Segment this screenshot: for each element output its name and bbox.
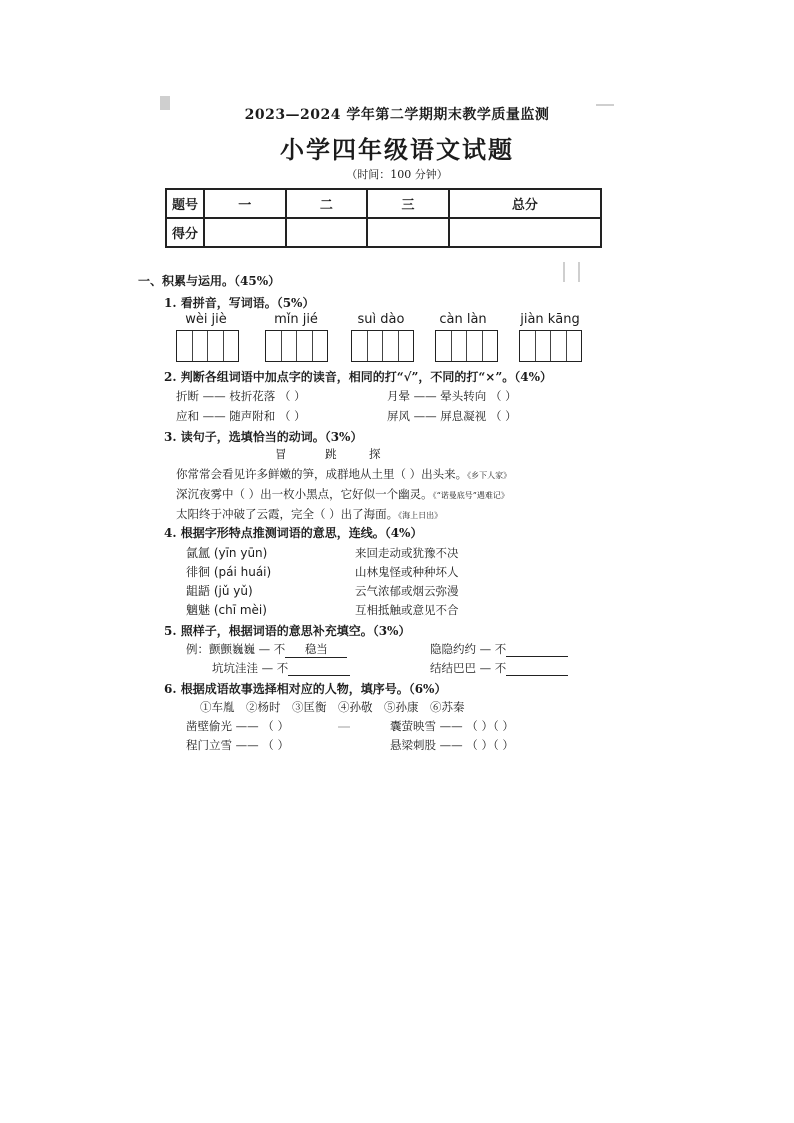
match-left-item[interactable]: 氤氲 (yīn yūn): [186, 546, 268, 560]
q6-item: 囊萤映雪 —— （ ）（ ）: [390, 719, 514, 733]
match-left-item[interactable]: 魑魅 (chī mèi): [186, 603, 267, 617]
q5-item-text: 坑坑洼洼 — 不: [212, 661, 289, 675]
question-3-title: 3. 读句子，选填恰当的动词。（3%）: [164, 430, 363, 444]
sentence-text: 深沉夜雾中（ ）出一枚小黑点，它好似一个幽灵。: [176, 487, 433, 501]
question-4-title: 4. 根据字形特点推测词语的意思，连线。（4%）: [164, 526, 423, 540]
score-table-header: 总分: [449, 189, 601, 218]
answer-blank[interactable]: [506, 642, 568, 657]
example-answer: 稳当: [285, 641, 347, 658]
question-5-title: 5. 照样子，根据词语的意思补充填空。（3%）: [164, 624, 411, 638]
sentence-source: 《乡下人家》: [467, 471, 512, 480]
pinyin-label: jiàn kāng: [520, 312, 580, 327]
writing-grid[interactable]: [176, 330, 239, 362]
answer-blank[interactable]: [288, 661, 350, 676]
q5-item: [212, 660, 350, 676]
match-left-item[interactable]: 龃龉 (jǔ yǔ): [186, 584, 253, 598]
q2-item: 应和 —— 随声附和 （ ）: [176, 409, 306, 423]
question-1-title: 1. 看拼音，写词语。（5%）: [164, 296, 315, 310]
exam-subtitle: 2023—2024 学年第二学期期末教学质量监测: [244, 107, 550, 123]
sentence-text: 太阳终于冲破了云霞，完全（ ）出了海面。: [176, 507, 399, 521]
q2-item: 折断 —— 枝折花落 （ ）: [176, 389, 306, 403]
example-label: 例：: [186, 642, 209, 656]
q2-item: 屏风 —— 屏息凝视 （ ）: [387, 409, 517, 423]
pinyin-group: [341, 312, 421, 327]
match-right-item[interactable]: 互相抵触或意见不合: [355, 603, 459, 617]
match-right-item[interactable]: 云气浓郁或烟云弥漫: [355, 584, 459, 598]
q5-example: [186, 641, 347, 658]
score-cell[interactable]: [449, 218, 601, 247]
pinyin-label: suì dào: [357, 312, 405, 327]
writing-grid[interactable]: [351, 330, 414, 362]
score-cell[interactable]: [367, 218, 449, 247]
pinyin-label: wèi jiè: [185, 312, 227, 327]
writing-grid[interactable]: [265, 330, 328, 362]
question-6-title: 6. 根据成语故事选择相对应的人物，填序号。（6%）: [164, 682, 447, 696]
score-table-header: 题号: [166, 189, 204, 218]
q5-item-text: 结结巴巴 — 不: [430, 661, 507, 675]
q3-sentence: [176, 506, 442, 522]
writing-grid[interactable]: [519, 330, 582, 362]
score-cell[interactable]: [204, 218, 286, 247]
scan-noise: [578, 262, 580, 282]
score-table-header: 三: [367, 189, 449, 218]
q2-item: 月晕 —— 晕头转向 （ ）: [387, 389, 517, 403]
q3-sentence: [176, 486, 509, 502]
q5-item-text: 颤颤巍巍 — 不: [209, 642, 286, 656]
scan-noise: [338, 726, 350, 728]
verb-option: 跳: [325, 447, 337, 461]
q6-item: 凿壁偷光 —— （ ）: [186, 719, 289, 733]
section-title: 一、积累与运用。（45%）: [138, 274, 281, 288]
match-right-item[interactable]: 来回走动或犹豫不决: [355, 546, 459, 560]
pinyin-group: [510, 312, 590, 327]
pinyin-group: [166, 312, 246, 327]
score-cell[interactable]: [286, 218, 368, 247]
writing-grid[interactable]: [435, 330, 498, 362]
sentence-source: 《“诺曼底号”遇难记》: [432, 491, 509, 500]
score-table-header: 二: [286, 189, 368, 218]
sentence-text: 你常常会看见许多鲜嫩的笋，成群地从土里（ ）出头来。: [176, 467, 468, 481]
verb-option: 探: [369, 447, 381, 461]
verb-option: 冒: [275, 447, 287, 461]
score-row-label: 得分: [166, 218, 204, 247]
people-options: ①车胤 ②杨时 ③匡衡 ④孙敬 ⑤孙康 ⑥苏秦: [200, 700, 465, 714]
pinyin-label: mǐn jié: [274, 312, 318, 327]
match-left-item[interactable]: 徘徊 (pái huái): [186, 565, 272, 579]
q6-item: 悬梁刺股 —— （ ）（ ）: [390, 738, 514, 752]
score-table-header: 一: [204, 189, 286, 218]
scan-noise: [563, 262, 565, 282]
match-right-item[interactable]: 山林鬼怪或种种坏人: [355, 565, 459, 579]
q5-item: [430, 641, 568, 657]
q5-item-text: 隐隐约约 — 不: [430, 642, 507, 656]
exam-title: 小学四年级语文试题: [280, 135, 514, 164]
q5-item: [430, 660, 568, 676]
question-2-title: 2. 判断各组词语中加点字的读音，相同的打“√”，不同的打“×”。（4%）: [164, 370, 553, 384]
score-table: [165, 188, 602, 248]
sentence-source: 《海上日出》: [398, 511, 443, 520]
answer-blank[interactable]: [506, 661, 568, 676]
pinyin-label: càn làn: [439, 312, 487, 327]
pinyin-group: [256, 312, 336, 327]
q3-sentence: [176, 466, 511, 482]
pinyin-group: [423, 312, 503, 327]
exam-time: （时间：100 分钟）: [346, 168, 448, 181]
q6-item: 程门立雪 —— （ ）: [186, 738, 289, 752]
